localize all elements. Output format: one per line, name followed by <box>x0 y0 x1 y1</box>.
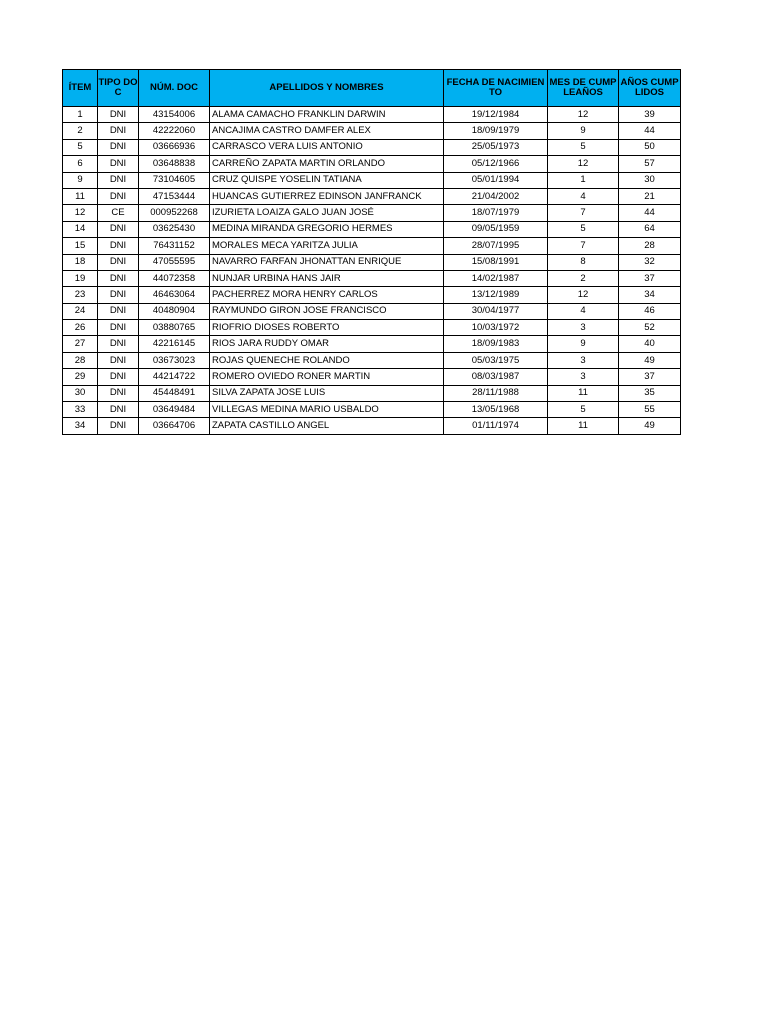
cell-item: 6 <box>63 156 98 172</box>
cell-item: 26 <box>63 320 98 336</box>
cell-fecha-nacimiento: 19/12/1984 <box>444 107 548 123</box>
cell-num-doc: 45448491 <box>139 385 210 401</box>
birthday-table <box>62 69 681 435</box>
cell-fecha-nacimiento: 05/12/1966 <box>444 156 548 172</box>
cell-apellidos-nombres: PACHERREZ MORA HENRY CARLOS <box>210 287 444 303</box>
cell-apellidos-nombres: VILLEGAS MEDINA MARIO USBALDO <box>210 402 444 418</box>
cell-item: 34 <box>63 418 98 434</box>
cell-item: 15 <box>63 238 98 254</box>
cell-item: 33 <box>63 402 98 418</box>
cell-tipo-doc: DNI <box>98 320 139 336</box>
header-row <box>63 70 681 107</box>
table-row <box>63 205 681 221</box>
table-row <box>63 254 681 270</box>
cell-num-doc: 44214722 <box>139 369 210 385</box>
table-row <box>63 303 681 319</box>
table-row <box>63 369 681 385</box>
cell-num-doc: 000952268 <box>139 205 210 221</box>
header-num-doc: NÚM. DOC <box>139 70 210 107</box>
cell-fecha-nacimiento: 18/09/1983 <box>444 336 548 352</box>
cell-num-doc: 76431152 <box>139 238 210 254</box>
cell-mes-cumpleanos: 5 <box>548 139 619 155</box>
cell-anos-cumplidos: 44 <box>619 205 681 221</box>
table-row <box>63 385 681 401</box>
cell-apellidos-nombres: HUANCAS GUTIERREZ EDINSON JANFRANCK <box>210 188 444 204</box>
table-row <box>63 336 681 352</box>
cell-fecha-nacimiento: 13/12/1989 <box>444 287 548 303</box>
cell-item: 30 <box>63 385 98 401</box>
cell-tipo-doc: DNI <box>98 221 139 237</box>
cell-num-doc: 03649484 <box>139 402 210 418</box>
cell-tipo-doc: DNI <box>98 188 139 204</box>
cell-apellidos-nombres: SILVA ZAPATA JOSE LUIS <box>210 385 444 401</box>
cell-item: 24 <box>63 303 98 319</box>
cell-mes-cumpleanos: 2 <box>548 270 619 286</box>
cell-anos-cumplidos: 30 <box>619 172 681 188</box>
cell-apellidos-nombres: ROJAS QUENECHE ROLANDO <box>210 352 444 368</box>
cell-anos-cumplidos: 57 <box>619 156 681 172</box>
table-row <box>63 221 681 237</box>
cell-fecha-nacimiento: 05/01/1994 <box>444 172 548 188</box>
cell-tipo-doc: DNI <box>98 352 139 368</box>
cell-tipo-doc: DNI <box>98 369 139 385</box>
cell-anos-cumplidos: 21 <box>619 188 681 204</box>
cell-mes-cumpleanos: 12 <box>548 107 619 123</box>
table-row <box>63 352 681 368</box>
cell-fecha-nacimiento: 28/07/1995 <box>444 238 548 254</box>
cell-anos-cumplidos: 34 <box>619 287 681 303</box>
cell-item: 29 <box>63 369 98 385</box>
cell-apellidos-nombres: CARREÑO ZAPATA MARTIN ORLANDO <box>210 156 444 172</box>
table-row <box>63 238 681 254</box>
cell-mes-cumpleanos: 11 <box>548 385 619 401</box>
cell-item: 12 <box>63 205 98 221</box>
cell-apellidos-nombres: ROMERO OVIEDO RONER MARTIN <box>210 369 444 385</box>
cell-anos-cumplidos: 40 <box>619 336 681 352</box>
cell-anos-cumplidos: 37 <box>619 369 681 385</box>
cell-item: 28 <box>63 352 98 368</box>
cell-mes-cumpleanos: 9 <box>548 336 619 352</box>
cell-apellidos-nombres: MEDINA MIRANDA GREGORIO HERMES <box>210 221 444 237</box>
cell-tipo-doc: DNI <box>98 156 139 172</box>
header-apellidos-nombres: APELLIDOS Y NOMBRES <box>210 70 444 107</box>
cell-fecha-nacimiento: 09/05/1959 <box>444 221 548 237</box>
cell-apellidos-nombres: ALAMA CAMACHO FRANKLIN DARWIN <box>210 107 444 123</box>
table-row <box>63 188 681 204</box>
cell-item: 27 <box>63 336 98 352</box>
cell-apellidos-nombres: NAVARRO FARFAN JHONATTAN ENRIQUE <box>210 254 444 270</box>
table-row <box>63 107 681 123</box>
cell-tipo-doc: DNI <box>98 172 139 188</box>
cell-item: 19 <box>63 270 98 286</box>
cell-apellidos-nombres: ZAPATA CASTILLO ANGEL <box>210 418 444 434</box>
cell-tipo-doc: CE <box>98 205 139 221</box>
cell-anos-cumplidos: 35 <box>619 385 681 401</box>
cell-mes-cumpleanos: 3 <box>548 320 619 336</box>
cell-mes-cumpleanos: 1 <box>548 172 619 188</box>
cell-mes-cumpleanos: 11 <box>548 418 619 434</box>
cell-num-doc: 42216145 <box>139 336 210 352</box>
cell-anos-cumplidos: 28 <box>619 238 681 254</box>
table-row <box>63 123 681 139</box>
cell-anos-cumplidos: 39 <box>619 107 681 123</box>
cell-apellidos-nombres: ANCAJIMA CASTRO DAMFER ALEX <box>210 123 444 139</box>
cell-fecha-nacimiento: 15/08/1991 <box>444 254 548 270</box>
cell-mes-cumpleanos: 7 <box>548 238 619 254</box>
cell-tipo-doc: DNI <box>98 418 139 434</box>
cell-item: 2 <box>63 123 98 139</box>
spreadsheet-page <box>62 69 681 435</box>
cell-item: 11 <box>63 188 98 204</box>
cell-apellidos-nombres: CARRASCO VERA LUIS ANTONIO <box>210 139 444 155</box>
cell-item: 23 <box>63 287 98 303</box>
cell-anos-cumplidos: 37 <box>619 270 681 286</box>
cell-anos-cumplidos: 49 <box>619 352 681 368</box>
table-row <box>63 320 681 336</box>
table-row <box>63 139 681 155</box>
cell-mes-cumpleanos: 12 <box>548 156 619 172</box>
cell-mes-cumpleanos: 3 <box>548 369 619 385</box>
table-row <box>63 156 681 172</box>
cell-fecha-nacimiento: 28/11/1988 <box>444 385 548 401</box>
cell-num-doc: 47153444 <box>139 188 210 204</box>
cell-fecha-nacimiento: 18/09/1979 <box>444 123 548 139</box>
cell-num-doc: 03880765 <box>139 320 210 336</box>
cell-fecha-nacimiento: 25/05/1973 <box>444 139 548 155</box>
cell-apellidos-nombres: RIOS JARA RUDDY OMAR <box>210 336 444 352</box>
header-tipo-doc: TIPO DOC <box>98 70 139 107</box>
cell-num-doc: 46463064 <box>139 287 210 303</box>
cell-num-doc: 03648838 <box>139 156 210 172</box>
cell-anos-cumplidos: 50 <box>619 139 681 155</box>
cell-apellidos-nombres: RIOFRIO DIOSES ROBERTO <box>210 320 444 336</box>
cell-item: 1 <box>63 107 98 123</box>
cell-item: 14 <box>63 221 98 237</box>
cell-fecha-nacimiento: 13/05/1968 <box>444 402 548 418</box>
cell-fecha-nacimiento: 01/11/1974 <box>444 418 548 434</box>
cell-item: 9 <box>63 172 98 188</box>
cell-apellidos-nombres: NUNJAR URBINA HANS JAIR <box>210 270 444 286</box>
cell-anos-cumplidos: 44 <box>619 123 681 139</box>
header-item: ÍTEM <box>63 70 98 107</box>
cell-mes-cumpleanos: 4 <box>548 303 619 319</box>
cell-num-doc: 73104605 <box>139 172 210 188</box>
cell-anos-cumplidos: 49 <box>619 418 681 434</box>
cell-tipo-doc: DNI <box>98 238 139 254</box>
cell-tipo-doc: DNI <box>98 123 139 139</box>
table-row <box>63 402 681 418</box>
header-anos-cumplidos: AÑOS CUMPLIDOS <box>619 70 681 107</box>
table-body <box>63 107 681 435</box>
cell-mes-cumpleanos: 5 <box>548 221 619 237</box>
cell-mes-cumpleanos: 7 <box>548 205 619 221</box>
table-row <box>63 418 681 434</box>
cell-num-doc: 42222060 <box>139 123 210 139</box>
cell-tipo-doc: DNI <box>98 107 139 123</box>
table-row <box>63 172 681 188</box>
cell-apellidos-nombres: IZURIETA LOAIZA GALO JUAN JOSÉ <box>210 205 444 221</box>
cell-mes-cumpleanos: 4 <box>548 188 619 204</box>
cell-item: 5 <box>63 139 98 155</box>
cell-mes-cumpleanos: 8 <box>548 254 619 270</box>
cell-fecha-nacimiento: 30/04/1977 <box>444 303 548 319</box>
cell-apellidos-nombres: MORALES MECA YARITZA JULIA <box>210 238 444 254</box>
cell-num-doc: 03673023 <box>139 352 210 368</box>
table-row <box>63 270 681 286</box>
cell-fecha-nacimiento: 14/02/1987 <box>444 270 548 286</box>
cell-fecha-nacimiento: 05/03/1975 <box>444 352 548 368</box>
cell-num-doc: 40480904 <box>139 303 210 319</box>
cell-tipo-doc: DNI <box>98 303 139 319</box>
cell-mes-cumpleanos: 3 <box>548 352 619 368</box>
cell-tipo-doc: DNI <box>98 385 139 401</box>
cell-tipo-doc: DNI <box>98 139 139 155</box>
table-row <box>63 287 681 303</box>
cell-tipo-doc: DNI <box>98 336 139 352</box>
cell-apellidos-nombres: RAYMUNDO GIRON JOSE FRANCISCO <box>210 303 444 319</box>
cell-apellidos-nombres: CRUZ QUISPE YOSELIN TATIANA <box>210 172 444 188</box>
cell-fecha-nacimiento: 18/07/1979 <box>444 205 548 221</box>
cell-tipo-doc: DNI <box>98 254 139 270</box>
cell-num-doc: 47055595 <box>139 254 210 270</box>
cell-tipo-doc: DNI <box>98 270 139 286</box>
cell-anos-cumplidos: 55 <box>619 402 681 418</box>
cell-num-doc: 03625430 <box>139 221 210 237</box>
cell-anos-cumplidos: 52 <box>619 320 681 336</box>
cell-num-doc: 03666936 <box>139 139 210 155</box>
cell-anos-cumplidos: 64 <box>619 221 681 237</box>
cell-tipo-doc: DNI <box>98 402 139 418</box>
cell-mes-cumpleanos: 9 <box>548 123 619 139</box>
cell-fecha-nacimiento: 10/03/1972 <box>444 320 548 336</box>
cell-item: 18 <box>63 254 98 270</box>
cell-mes-cumpleanos: 12 <box>548 287 619 303</box>
header-fecha-nacimiento: FECHA DE NACIMIENTO <box>444 70 548 107</box>
cell-fecha-nacimiento: 08/03/1987 <box>444 369 548 385</box>
cell-anos-cumplidos: 46 <box>619 303 681 319</box>
cell-tipo-doc: DNI <box>98 287 139 303</box>
cell-mes-cumpleanos: 5 <box>548 402 619 418</box>
cell-num-doc: 03664706 <box>139 418 210 434</box>
cell-anos-cumplidos: 32 <box>619 254 681 270</box>
cell-num-doc: 43154006 <box>139 107 210 123</box>
cell-num-doc: 44072358 <box>139 270 210 286</box>
cell-fecha-nacimiento: 21/04/2002 <box>444 188 548 204</box>
header-mes-cumpleanos: MES DE CUMPLEAÑOS <box>548 70 619 107</box>
